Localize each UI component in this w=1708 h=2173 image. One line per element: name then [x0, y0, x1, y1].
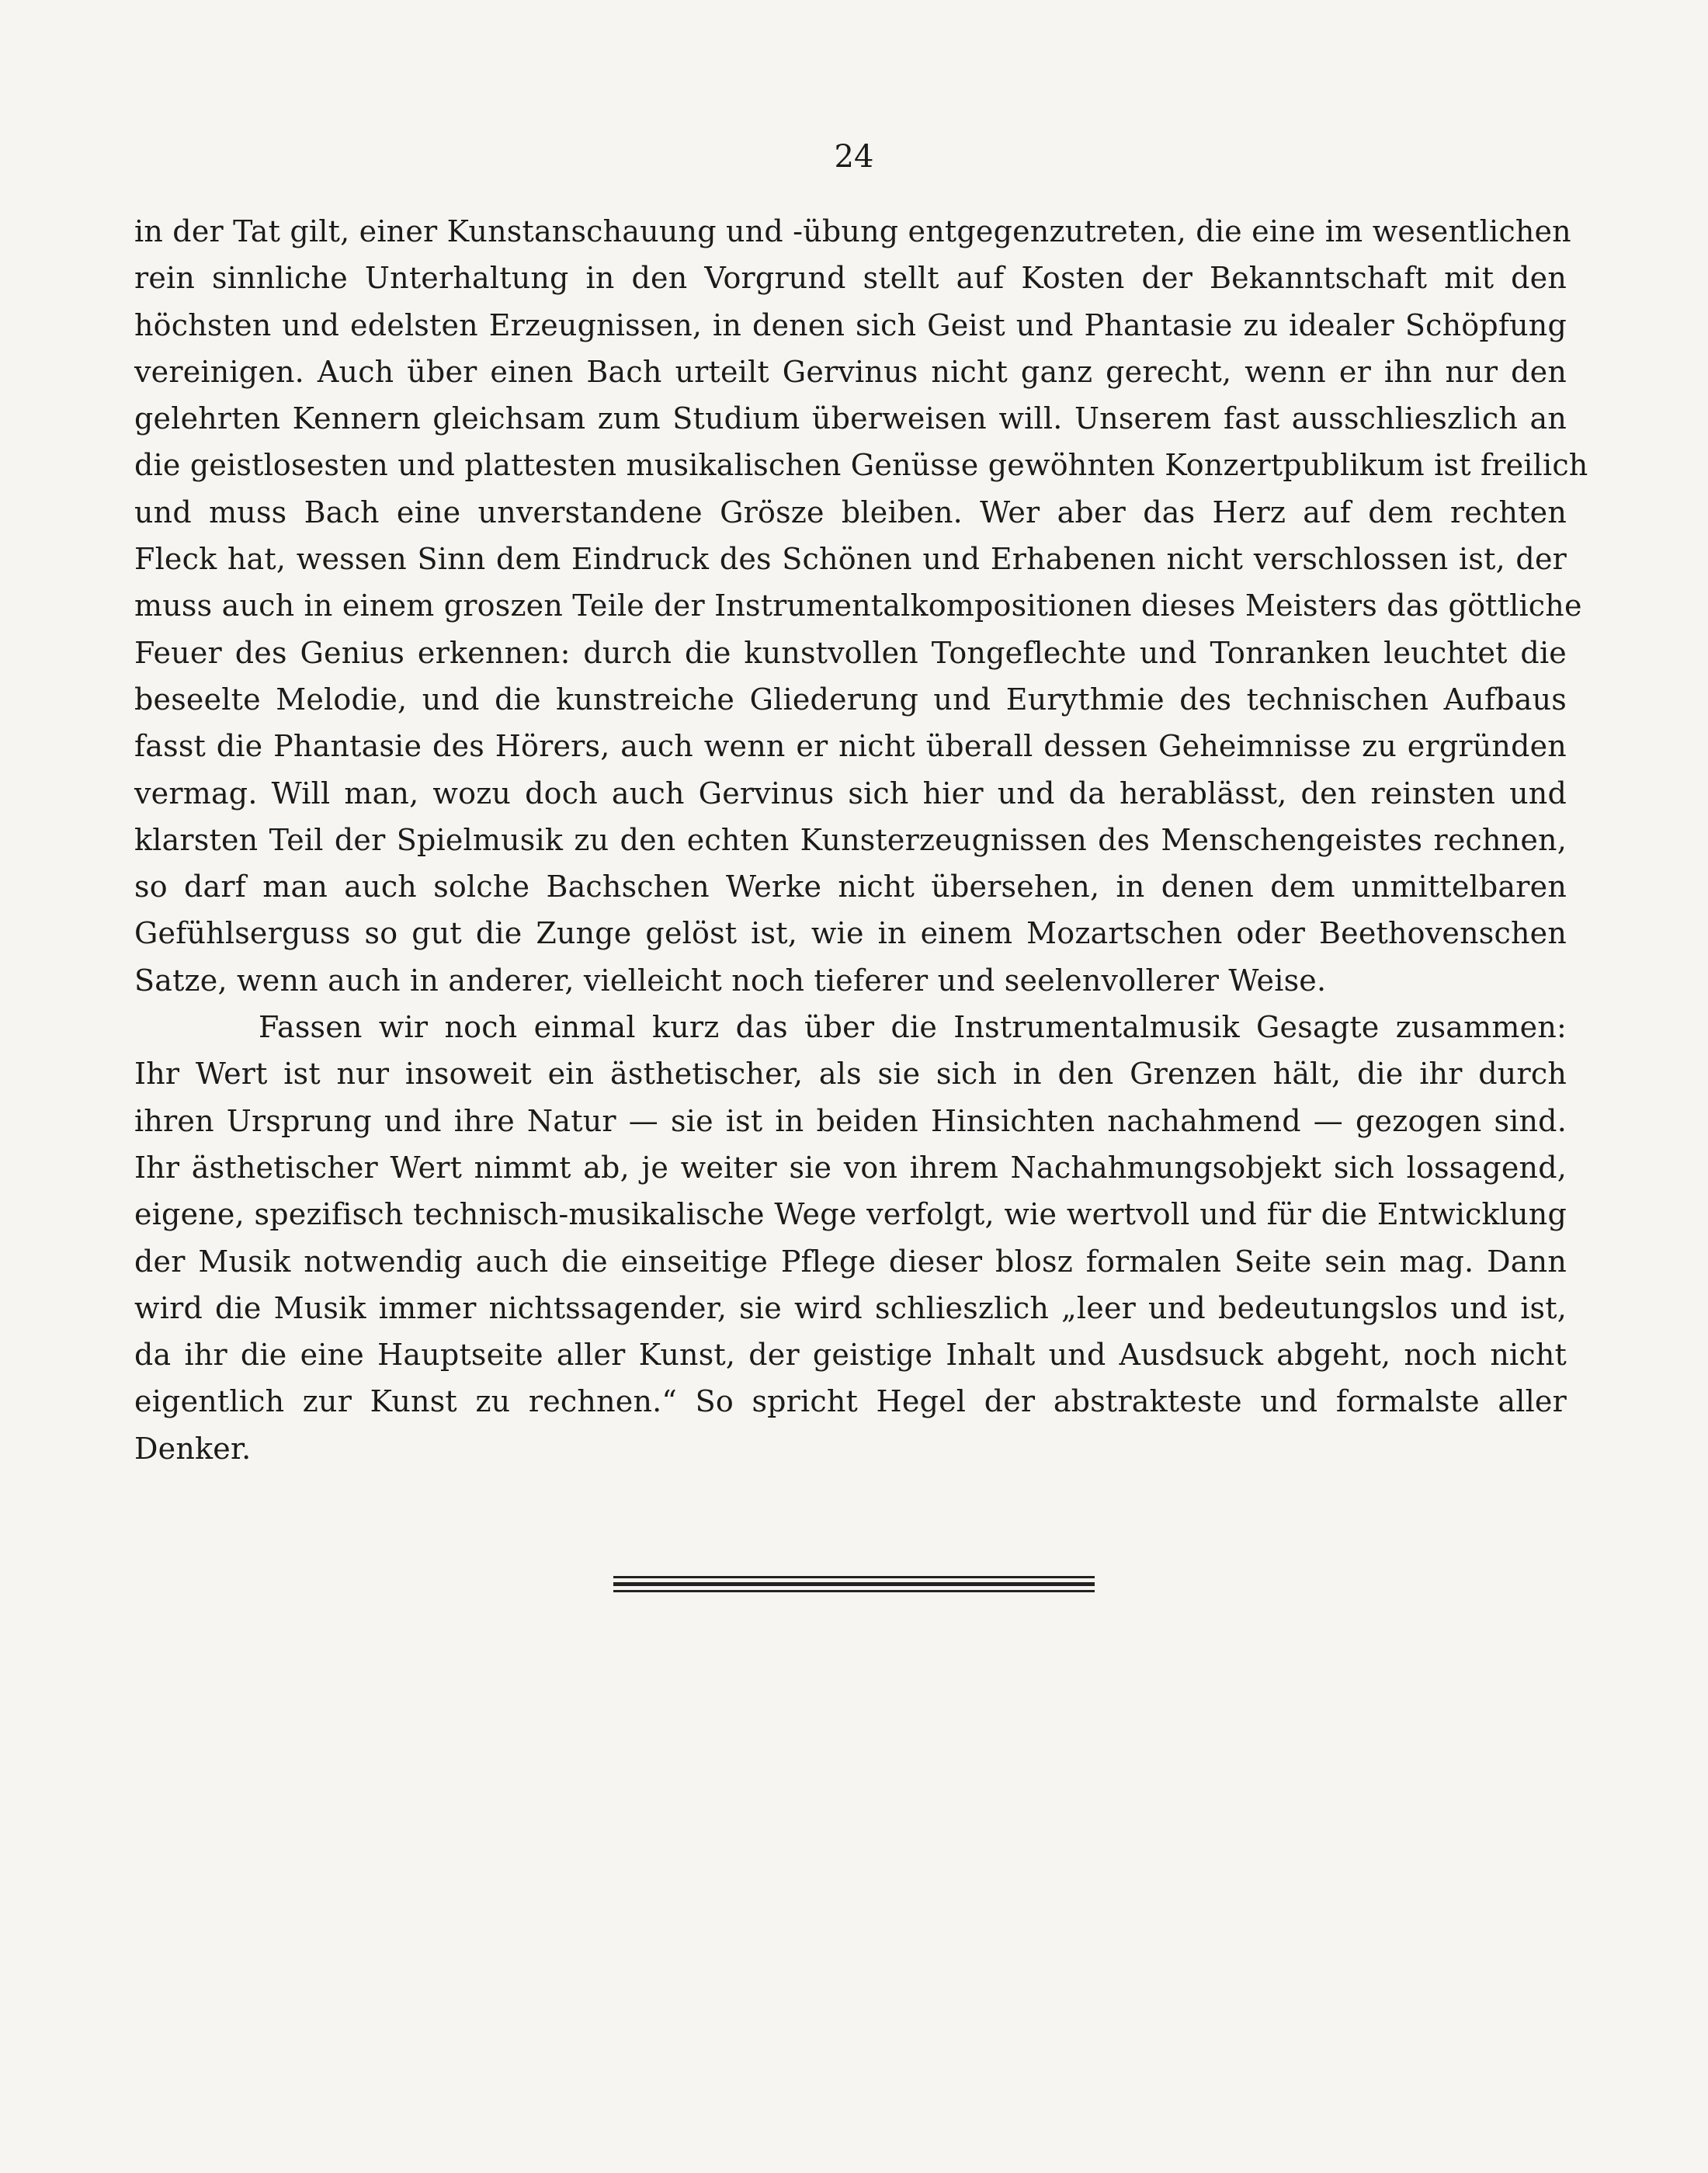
text-line: Denker.: [134, 1431, 252, 1466]
text-line: rein sinnliche Unterhaltung in den Vorgrund stellt auf Kosten der Bekanntschaft mit den: [134, 261, 1567, 296]
text-line: ihren Ursprung und ihre Natur — sie ist in beiden Hinsichten nachahmend — gezogen sind.: [134, 1103, 1567, 1138]
text-line: Ihr ästhetischer Wert nimmt ab, je weiter sie von ihrem Nachahmungsobjekt sich lossagend,: [134, 1150, 1567, 1185]
text-line: Fassen wir noch einmal kurz das über die Instrumentalmusik Gesagte zusammen:: [259, 1010, 1567, 1045]
text-line: klarsten Teil der Spielmusik zu den echten Kunsterzeugnissen des Menschengeistes rechnen,: [134, 822, 1567, 857]
text-line: muss auch in einem groszen Teile der Instrumentalkompositionen dieses Meisters das göttliche: [134, 588, 1582, 623]
page-number: 24: [834, 139, 874, 175]
text-line: und muss Bach eine unverstandene Grösze bleiben. Wer aber das Herz auf dem rechten: [134, 495, 1567, 529]
text-line: da ihr die eine Hauptseite aller Kunst, der geistige Inhalt und Ausdsuck abgeht, noch nicht: [134, 1338, 1567, 1373]
text-line: Fleck hat, wessen Sinn dem Eindruck des Schönen und Erhabenen nicht verschlossen ist, der: [134, 542, 1567, 577]
text-line: so darf man auch solche Bachschen Werke nicht übersehen, in denen dem unmittelbaren: [134, 870, 1567, 904]
text-line: vermag. Will man, wozu doch auch Gervinus sich hier und da herablässt, den reinsten und: [134, 776, 1567, 811]
separator-rule: [613, 1582, 1095, 1586]
text-line: fasst die Phantasie des Hörers, auch wenn er nicht überall dessen Geheimnisse zu ergründen: [134, 729, 1567, 764]
text-line: Satze, wenn auch in anderer, vielleicht noch tieferer und seelenvollerer Weise.: [134, 963, 1327, 998]
text-line: höchsten und edelsten Erzeugnissen, in denen sich Geist und Phantasie zu idealer Schöpfung: [134, 307, 1567, 342]
text-line: der Musik notwendig auch die einseitige Pflege dieser blosz formalen Seite sein mag. Dann: [134, 1244, 1567, 1279]
separator-rule: [613, 1590, 1095, 1592]
text-line: Feuer des Genius erkennen: durch die kunstvollen Tongeflechte und Tonranken leuchtet die: [134, 635, 1567, 670]
text-line: beseelte Melodie, und die kunstreiche Gliederung und Eurythmie des technischen Aufbaus: [134, 682, 1567, 717]
text-line: vereinigen. Auch über einen Bach urteilt Gervinus nicht ganz gerecht, wenn er ihn nur den: [134, 354, 1567, 389]
text-line: Ihr Wert ist nur insoweit ein ästhetischer, als sie sich in den Grenzen hält, die ihr durch: [134, 1057, 1567, 1092]
text-line: wird die Musik immer nichtssagender, sie wird schlieszlich „leer und bedeutungslos und ist,: [134, 1290, 1567, 1325]
text-line: gelehrten Kennern gleichsam zum Studium überweisen will. Unserem fast ausschlieszlich an: [134, 401, 1567, 436]
text-line: eigentlich zur Kunst zu rechnen.“ So spricht Hegel der abstrakteste und formalste aller: [134, 1384, 1567, 1419]
separator-rule: [613, 1576, 1095, 1578]
text-line: die geistlosesten und plattesten musikalischen Genüsse gewöhnten Konzertpublikum ist freilich: [134, 448, 1588, 483]
body-text: [134, 208, 1588, 1472]
text-line: eigene, spezifisch technisch-musikalische Wege verfolgt, wie wertvoll und für die Entwicklung: [134, 1197, 1567, 1232]
section-separator: [613, 1576, 1095, 1593]
text-line: Gefühlserguss so gut die Zunge gelöst ist, wie in einem Mozartschen oder Beethovenschen: [134, 916, 1567, 951]
text-line: in der Tat gilt, einer Kunstanschauung und -übung entgegenzutreten, die eine im wesentlichen: [134, 214, 1571, 248]
